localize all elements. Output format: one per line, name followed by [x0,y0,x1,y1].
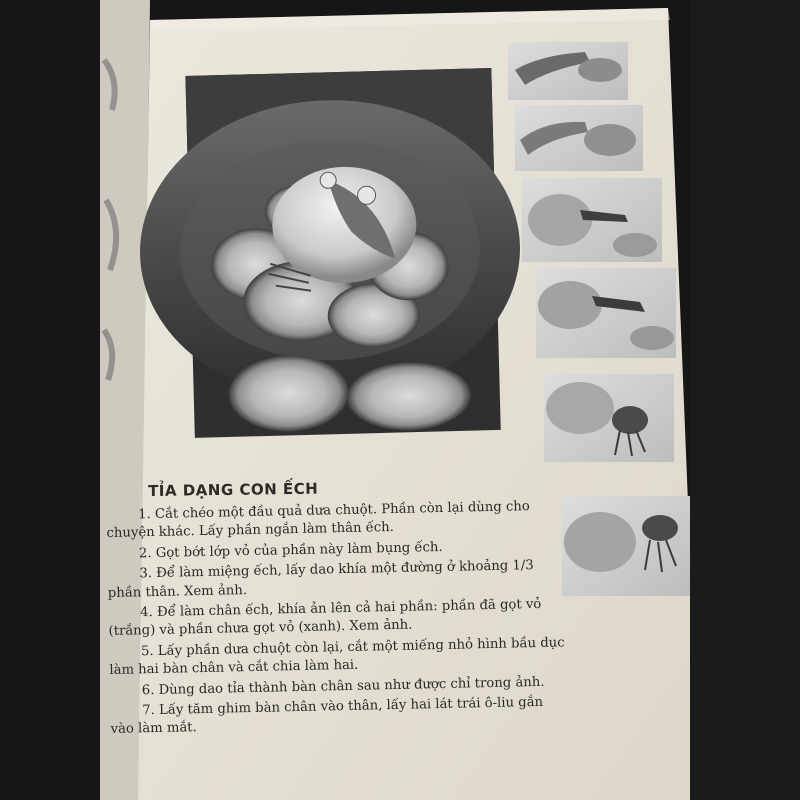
step-photo-2 [515,105,643,171]
step-3: 3. Để làm miệng ếch, lấy dao khía một đường ở khoảng 1/3 phần thân. Xem ảnh. [107,558,534,601]
step-photo-1 [508,42,628,100]
step-2: 2. Gọt bớt lớp vỏ của phần này làm bụng ếch. [138,539,443,562]
section-title: TỈA DẠNG CON ẾCH [148,479,319,500]
step-4: 4. Để làm chân ếch, khía ản lên cả hai phần: phần đã gọt vỏ (trắng) và phần chưa gọt vỏ (xanh). Xem ảnh. [108,596,542,640]
step-7: 7. Lấy tăm ghim bàn chân vào thân, lấy hai lát trái ô-liu gắn vào làm mắt. [110,694,544,738]
instructions [106,497,571,741]
frog-eye [320,172,336,188]
step-6: 6. Dùng dao tỉa thành bàn chân sau như được chỉ trong ảnh. [141,674,545,698]
step-photo-3 [522,178,662,262]
frog-eye [357,186,375,204]
step-1: 1. Cắt chéo một đầu quả dưa chuột. Phần còn lại dùng cho chuyện khác. Lấy phần ngắn làm thân ếch. [106,499,530,542]
step-photo-6 [562,496,692,596]
step-5: 5. Lấy phần dưa chuột còn lại, cắt một miếng nhỏ hình bầu dục làm hai bàn chân và cắt chia làm hai. [109,635,565,679]
main-photo [135,67,524,439]
step-photo-4 [536,268,676,358]
step-photo-5 [544,374,674,462]
